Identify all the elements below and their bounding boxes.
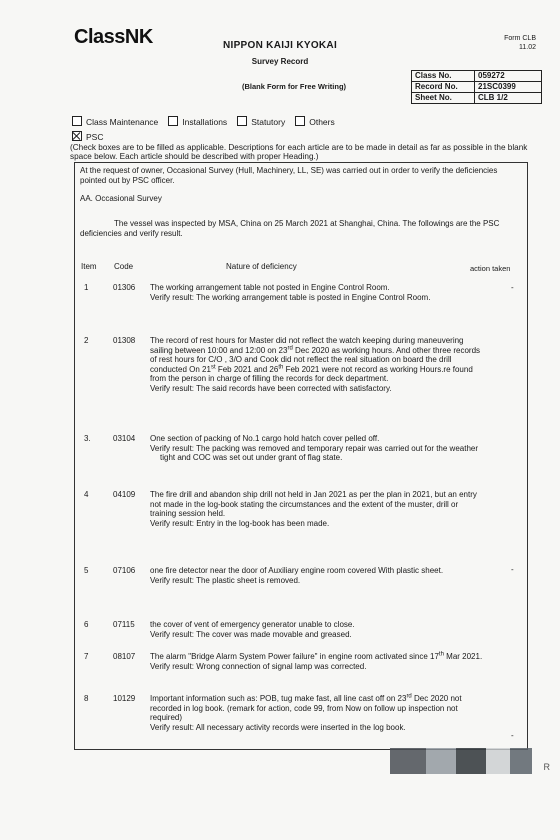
deficiency-code: 01308 <box>113 336 136 345</box>
verify-text: The said records have been corrected with satisfactory. <box>196 383 392 393</box>
nature-text: one fire detector near the door of Auxiliary engine room covered With plastic sheet. <box>150 566 444 575</box>
item-number: 3. <box>84 434 91 443</box>
section-heading: AA. Occasional Survey <box>80 194 162 203</box>
item-number: 4 <box>84 490 89 499</box>
verify-text: Wrong connection of signal lamp was corrected. <box>196 661 367 671</box>
checkbox-class-maintenance[interactable] <box>72 116 158 127</box>
verify-label: Verify result: <box>150 292 195 302</box>
verify-result <box>150 519 486 529</box>
checkbox-label: Installations <box>182 117 228 127</box>
deficiency-description <box>150 336 486 394</box>
checkbox-label: Statutory <box>251 117 286 127</box>
verify-label: Verify result: <box>150 629 195 639</box>
verify-text: The plastic sheet is removed. <box>196 575 301 585</box>
document-subtitle: Survey Record <box>251 57 309 66</box>
nature-text: The working arrangement table not posted in Engine Control Room. <box>150 283 390 292</box>
deficiency-code: 10129 <box>113 694 136 703</box>
checkbox-statutory[interactable] <box>237 116 285 127</box>
deficiency-description <box>150 434 486 463</box>
blank-form-label: (Blank Form for Free Writing) <box>242 82 347 91</box>
intro-paragraph: At the request of owner, Occasional Survey (Hull, Machinery, LL, SE) was carried out in order to verify the deficiencies pointed out by PSC officer. <box>80 166 498 185</box>
nature-text: The fire drill and abandon ship drill not held in Jan 2021 as per the plan in 2021, but an entry not made in the log-book stating the circumstances and the extent of the muster, drill or training session held. <box>150 490 477 519</box>
deficiency-description <box>150 490 486 528</box>
item-number: 8 <box>84 694 89 703</box>
verify-result <box>150 444 486 463</box>
verify-result <box>150 384 486 394</box>
verify-result <box>150 293 486 303</box>
action-mark: - <box>511 731 514 740</box>
redacted-stamp <box>390 742 550 784</box>
checkbox-box[interactable] <box>168 116 178 126</box>
deficiency-description <box>150 652 486 671</box>
header-code: Code <box>114 262 134 271</box>
checked-checkbox-box[interactable] <box>72 131 82 141</box>
redaction-fragment: R <box>543 762 550 772</box>
redaction-block <box>486 748 510 774</box>
verify-text: Entry in the log-book has been made. <box>196 518 330 528</box>
deficiency-description <box>150 694 486 732</box>
verify-result <box>150 662 486 672</box>
checkbox-box[interactable] <box>72 116 82 126</box>
record-label: Record No. <box>412 82 475 93</box>
action-mark: - <box>511 565 514 574</box>
deficiency-code: 01306 <box>113 283 136 292</box>
survey-type-checkboxes <box>72 116 345 127</box>
verify-label: Verify result: <box>150 575 195 585</box>
verify-result <box>150 723 486 733</box>
deficiency-code: 04109 <box>113 490 136 499</box>
item-number: 5 <box>84 566 89 575</box>
item-number: 1 <box>84 283 89 292</box>
header-action-taken: action taken <box>470 264 511 273</box>
verify-result <box>150 630 486 640</box>
nature-text: the cover of vent of emergency generator unable to close. <box>150 620 355 629</box>
nature-text: Important information such as: POB, tug make fast, all line cast off on 23rd Dec 2020 not recorded in log book. (remark for action, code 99, from Now on follow up inspection not required) <box>150 693 462 723</box>
instruction-note: (Check boxes are to be filled as applicable. Descriptions for each article are to be made in detail as far as possible in the blank space below. Each article should be described with proper Heading.) <box>70 143 528 161</box>
form-number-line-2: 11.02 <box>519 44 536 51</box>
deficiency-description <box>150 566 486 585</box>
verify-text: The working arrangement table is posted in Engine Control Room. <box>196 292 431 302</box>
verify-text: The packing was removed and temporary repair was carried out for the weather tight and COC was set out under grant of flag state. <box>160 443 479 463</box>
item-number: 7 <box>84 652 89 661</box>
record-row-sheet <box>412 93 542 104</box>
redaction-block <box>390 748 426 774</box>
checkbox-others[interactable] <box>295 116 335 127</box>
verify-label: Verify result: <box>150 518 195 528</box>
header-nature: Nature of deficiency <box>226 262 297 271</box>
deficiency-description <box>150 620 486 639</box>
deficiency-code: 08107 <box>113 652 136 661</box>
verify-label: Verify result: <box>150 722 195 732</box>
header-item: Item <box>81 262 97 271</box>
form-number-line-1: Form CLB <box>504 35 536 42</box>
checkbox-label: PSC <box>86 132 104 142</box>
redaction-block <box>510 748 532 774</box>
record-number-table <box>411 70 542 104</box>
inspection-paragraph: The vessel was inspected by MSA, China on 25 March 2021 at Shanghai, China. The followings are the PSC deficiencies and verify result. <box>80 219 500 238</box>
record-value: 21SC0399 <box>475 82 542 93</box>
checkbox-label: Class Maintenance <box>86 117 159 127</box>
action-mark: - <box>511 283 514 292</box>
nature-text: The record of rest hours for Master did not reflect the watch keeping during maneuvering sailing between 10:00 and 12:00 on 23rd Dec 2020 as working hours. And other three records of rest hours for C/O , 3/O and Cook did not reflect the real situation on board the drill conducted On 21st Feb 2021 and 26th Feb 2021 were not record as working Hours.re found from the person in charge of filling the records for deck department. <box>150 336 481 384</box>
checkbox-box[interactable] <box>237 116 247 126</box>
record-row-record <box>412 82 542 93</box>
record-label: Sheet No. <box>412 93 475 104</box>
verify-label: Verify result: <box>150 383 195 393</box>
deficiency-code: 03104 <box>113 434 136 443</box>
verify-label: Verify result: <box>150 661 195 671</box>
verify-text: All necessary activity records were inserted in the log book. <box>195 722 406 732</box>
item-number: 6 <box>84 620 89 629</box>
record-label: Class No. <box>412 71 475 82</box>
record-value: CLB 1/2 <box>475 93 542 104</box>
checkbox-box[interactable] <box>295 116 305 126</box>
record-row-class <box>412 71 542 82</box>
verify-text: The cover was made movable and greased. <box>196 629 352 639</box>
item-number: 2 <box>84 336 89 345</box>
nature-text: One section of packing of No.1 cargo hold hatch cover pelled off. <box>150 434 380 443</box>
deficiency-code: 07115 <box>113 620 135 629</box>
record-value: 059272 <box>475 71 542 82</box>
organization-title: NIPPON KAIJI KYOKAI <box>222 40 338 51</box>
verify-result <box>150 576 486 586</box>
checkbox-label: Others <box>309 117 335 127</box>
classnk-logo: ClassNK <box>74 26 153 48</box>
redaction-block <box>456 748 486 774</box>
deficiency-description <box>150 283 486 302</box>
redaction-block <box>426 748 456 774</box>
checkbox-installations[interactable] <box>168 116 227 127</box>
checkbox-psc[interactable] <box>72 131 103 142</box>
verify-label: Verify result: <box>150 443 195 453</box>
deficiency-code: 07106 <box>113 566 136 575</box>
nature-text: The alarm "Bridge Alarm System Power failure" in engine room activated since 17th Mar 2021. <box>150 651 483 661</box>
